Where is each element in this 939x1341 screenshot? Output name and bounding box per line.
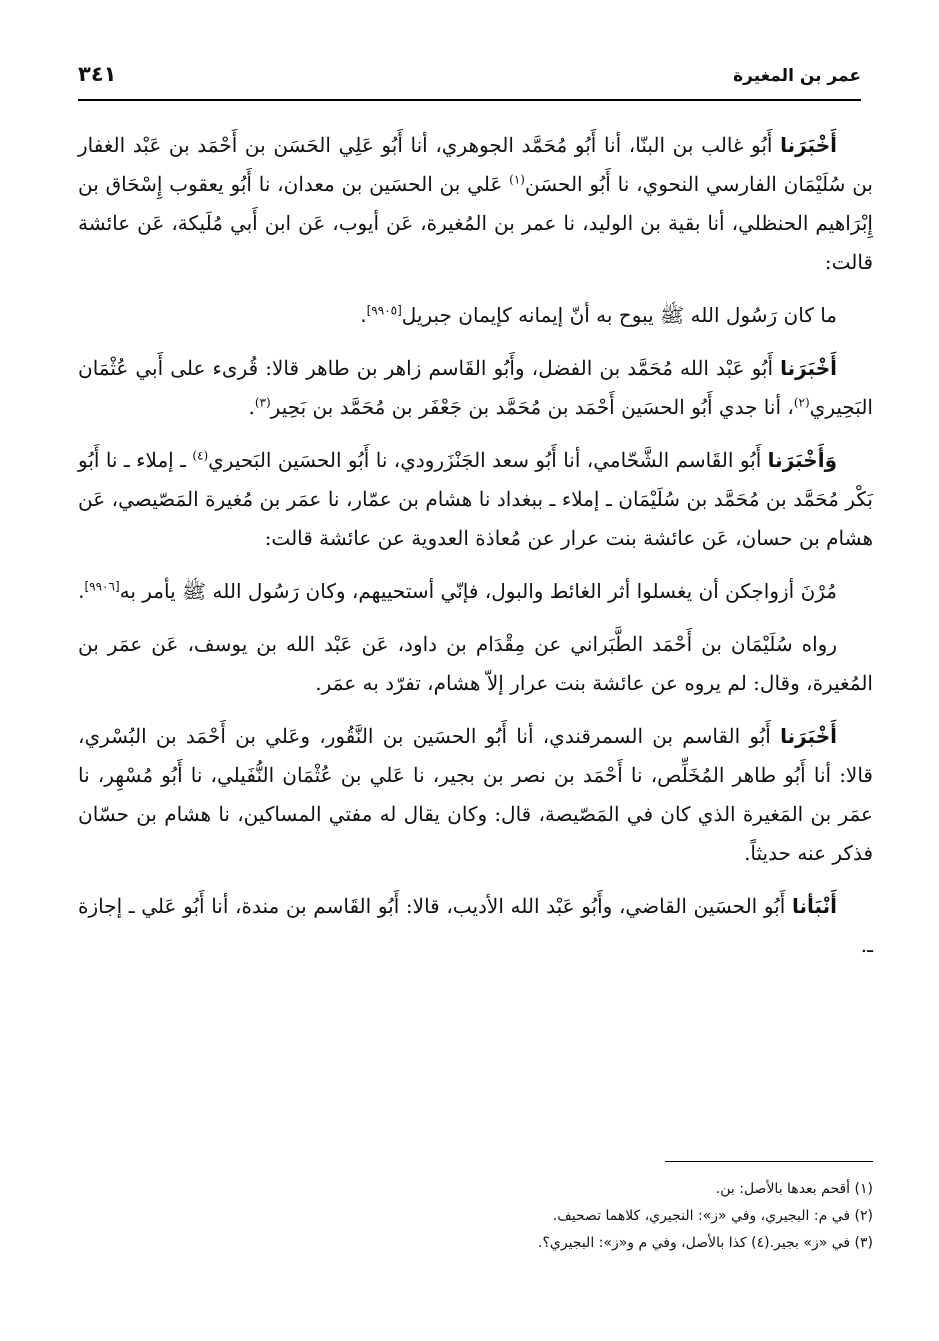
footnote-1: (١) أقحم بعدها بالأصل: بن.	[715, 1181, 873, 1197]
paragraph-text: رواه سُلَيْمَان بن أَحْمَد الطَّبَراني عن مِقْدَام بن داود، عَن عَبْد الله بن يوسف، عَن عمَر بن المُغيرة، وقال: لم يروه عن عائشة بنت عرار إلاّ هشام، تفرّد به عمَر.	[78, 632, 873, 695]
paragraph-text: أَبُو غالب بن البنّا، أنا أَبُو مُحَمَّد الجوهري، أنا أَبُو عَلِي الحَسَن بن أَحْمَد بن عَبْد الغفار بن سُلَيْمَان الفارسي النحوي، نا أَبُو الحسَن	[78, 133, 873, 196]
hadith-2	[78, 572, 873, 611]
paragraph-end: .	[248, 395, 255, 419]
paragraph-2	[78, 349, 873, 427]
paragraph-text-cont: عَلي بن الحسَين بن معدان، نا أَبُو يعقوب إِسْحَاق بن إِبْرَاهيم الحنظلي، أنا بقية بن الوليد، نا عمر بن المُغيرة، عَن أيوب، عَن ابن أَبي مُلَيكة، عَن عائشة قالت:	[78, 172, 873, 274]
paragraph-5	[78, 717, 873, 873]
hadith-end: .	[360, 303, 367, 327]
footnote-4: (٤) كذا بالأصل، وفي م و«ز»: البجيري؟.	[538, 1235, 770, 1251]
keyword-waakhbarana: وَأَخْبَرَنا	[767, 448, 837, 472]
footnote-2: (٢) في م: البجيري، وفي «ز»: النجيري، كلاهما تصحيف.	[552, 1208, 873, 1224]
footnote-3: (٣) في «ز» بجير.	[769, 1235, 873, 1251]
footnote-rule	[665, 1161, 873, 1162]
running-header	[78, 60, 861, 98]
paragraph-3	[78, 441, 873, 558]
keyword-anbaana: أَنْبَأنا	[791, 894, 837, 918]
keyword-akhbarana: أَخْبَرَنا	[780, 133, 837, 157]
footnote-ref: (١)	[509, 172, 525, 187]
footnote-ref: (٤)	[192, 448, 209, 463]
paragraph-text: أَبُو القَاسم الشَّحّامي، أنا أَبُو سعد الجَنْزَرودي، نا أَبُو الحسَين البَحيري	[208, 448, 768, 472]
hadith-end: .	[78, 579, 85, 603]
paragraph-text-cont: ـ إملاء ـ نا أَبُو بَكْر مُحَمَّد بن مُحَمَّد بن سُلَيْمَان ـ إملاء ـ ببغداد نا هشام بن عمّار، نا عمَر بن مُغيرة المَصّيصي، عَن هشام بن حسان، عَن عائشة بنت عرار عن مُعاذة العدوية عن عائشة قالت:	[78, 448, 873, 550]
paragraph-4	[78, 625, 873, 703]
hadith-number: [٩٩٠٥]	[366, 303, 402, 318]
keyword-akhbarana: أَخْبَرَنا	[780, 356, 837, 380]
hadith-1	[78, 296, 873, 335]
paragraph-text-cont: ، أنا جدي أَبُو الحسَين أَحْمَد بن مُحَمَّد بن جَعْفَر بن مُحَمَّد بن بَحِير	[270, 395, 794, 419]
header-title: عمر بن المغيرة	[733, 66, 861, 86]
paragraph-text: أَبُو عَبْد الله مُحَمَّد بن الفضل، وأَبُو القَاسم زاهر بن طاهر قالا: قُرىء على أَبي عُثْمَان البَحِيري	[78, 356, 873, 419]
footnote-ref: (٢)	[793, 395, 810, 410]
paragraph-6	[78, 887, 873, 965]
hadith-number: [٩٩٠٦]	[84, 579, 120, 594]
keyword-akhbarana: أَخْبَرَنا	[780, 724, 837, 748]
header-rule	[78, 99, 861, 101]
paragraph-text: أَبُو القاسم بن السمرقندي، أنا أَبُو الحسَين بن النَّقُور، وعَلي بن أَحْمَد بن البُسْري، قالا: أنا أَبُو طاهر المُخَلِّص، نا أَحْمَد بن نصر بن بجير، نا عَلي بن عُثْمَان النُّفَيلي، نا أَبُو مُسْهِر، نا عمَر بن المَغيرة الذي كان في المَصّيصة، قال: وكان يقال له مفتي المساكين، نا هشام بن حسّان فذكر عنه حديثاً.	[78, 724, 873, 865]
hadith-text: ما كان رَسُول الله ﷺ يبوح به أنّ إيمانه كإيمان جبريل	[401, 303, 837, 327]
hadith-text: مُرْنَ أزواجكن أن يغسلوا أثر الغائط والبول، فإنّي أستحييهم، وكان رَسُول الله ﷺ يأمر به	[119, 579, 837, 603]
paragraph-1	[78, 126, 873, 282]
footnote-row	[78, 1230, 873, 1257]
page-body	[78, 126, 873, 979]
page-number: ٣٤١	[78, 62, 117, 86]
footnotes	[78, 1176, 873, 1257]
footnote-ref: (٣)	[254, 395, 271, 410]
paragraph-text: أَبُو الحسَين القاضي، وأَبُو عَبْد الله الأديب، قالا: أَبُو القَاسم بن مندة، أنا أَبُو عَلي ـ إجازة ـ.	[78, 894, 873, 957]
